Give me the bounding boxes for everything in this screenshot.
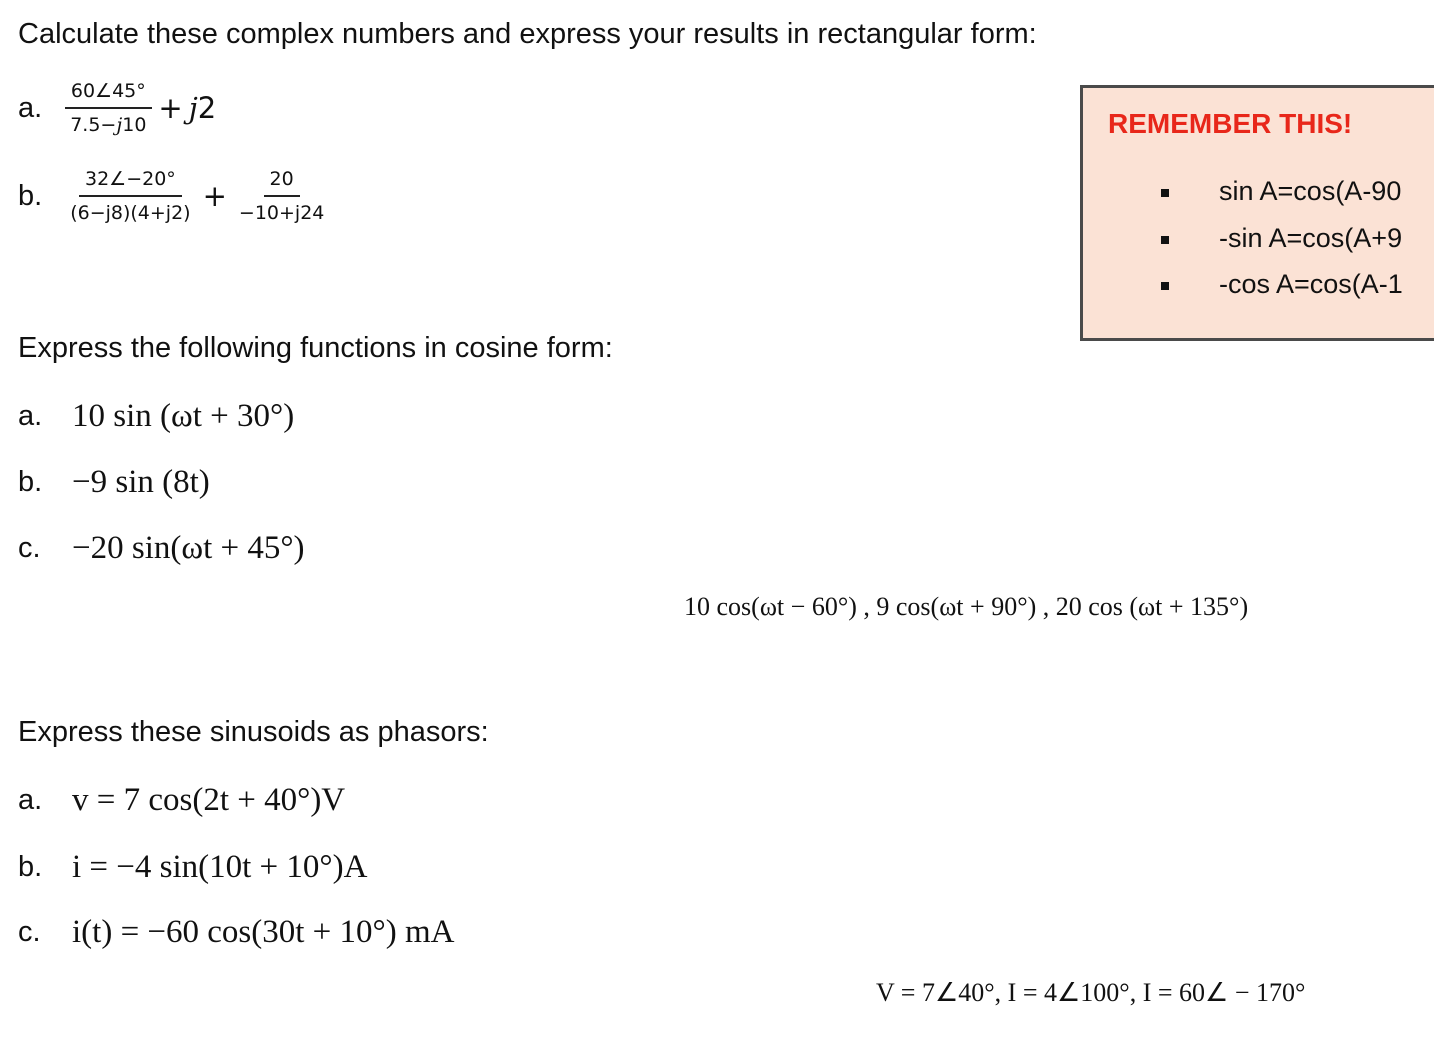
bullet-icon xyxy=(1161,189,1169,197)
reminder-box xyxy=(1080,85,1434,341)
item-label: a. xyxy=(18,91,43,124)
imaginary-term: j2 xyxy=(188,91,217,125)
denominator: 7.5−j10 xyxy=(70,114,147,136)
reminder-item: -cos A=cos(A-1 xyxy=(1161,269,1403,300)
item-label: b. xyxy=(18,179,43,212)
answer-cosine-form: 10 cos(ωt − 60°) , 9 cos(ωt + 90°) , 20 cos (ωt + 135°) xyxy=(684,592,1249,621)
problem-3b xyxy=(18,849,367,886)
problem-2b xyxy=(18,464,210,501)
expression: i = −4 sin(10t + 10°)A xyxy=(72,849,368,885)
item-label: b. xyxy=(18,851,43,883)
expression: 10 sin (ωt + 30°) xyxy=(72,398,295,434)
bullet-icon xyxy=(1161,282,1169,290)
item-label: a. xyxy=(18,400,43,432)
numerator: 20 xyxy=(264,168,300,197)
plus-sign: + xyxy=(202,179,227,213)
denominator: (6−j8)(4+j2) xyxy=(70,202,191,224)
problem-2c xyxy=(18,530,305,567)
problem-2a xyxy=(18,398,294,435)
expression: −9 sin (8t) xyxy=(72,464,210,500)
problem-3c xyxy=(18,914,454,951)
reminder-item: -sin A=cos(A+9 xyxy=(1161,223,1402,254)
reminder-item: sin A=cos(A-90 xyxy=(1161,176,1401,207)
heading-rectangular-form: Calculate these complex numbers and express your results in rectangular form: xyxy=(18,18,1037,50)
heading-cosine-form: Express the following functions in cosine form: xyxy=(18,332,613,364)
expression: v = 7 cos(2t + 40°)V xyxy=(72,782,346,818)
plus-sign: + xyxy=(158,91,183,125)
bullet-icon xyxy=(1161,236,1169,244)
expression: −20 sin(ωt + 45°) xyxy=(72,530,305,566)
problem-1a xyxy=(18,80,216,136)
item-label: b. xyxy=(18,466,43,498)
denominator: −10+j24 xyxy=(238,202,325,224)
answer-phasors: V = 7∠40°, I = 4∠100°, I = 60∠ − 170° xyxy=(876,978,1306,1007)
expression: i(t) = −60 cos(30t + 10°) mA xyxy=(72,914,455,950)
numerator: 32∠−20° xyxy=(79,168,182,197)
problem-1b xyxy=(18,168,330,224)
item-label: c. xyxy=(18,916,41,948)
fraction-1b-second xyxy=(233,168,330,224)
problem-3a xyxy=(18,782,345,819)
item-label: a. xyxy=(18,784,43,816)
fraction-1a xyxy=(64,80,152,136)
heading-phasors: Express these sinusoids as phasors: xyxy=(18,716,489,748)
numerator: 60∠45° xyxy=(65,80,152,109)
reminder-title: REMEMBER THIS! xyxy=(1108,108,1353,139)
fraction-1b-first xyxy=(64,168,196,224)
item-label: c. xyxy=(18,532,41,564)
